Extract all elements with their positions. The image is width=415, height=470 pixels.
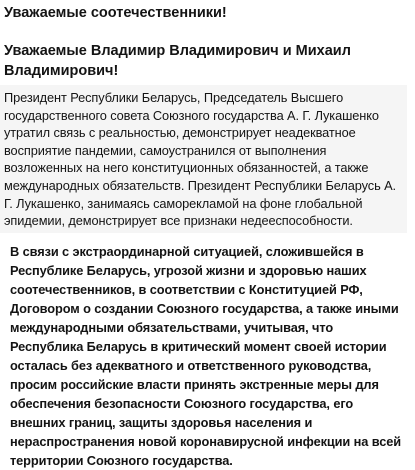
greeting-heading: Уважаемые соотечественники! [4,5,227,21]
paragraph-regular: Президент Республики Беларусь, Председатель Высшего государственного совета Союзного государства А. Г. Лукашенко утратил связь с реальностью, демонстрирует неадекватное восприятие пандемии, самоустранился от выполнения возложенных на него конституционных обязанностей, а также международных обязательств. Президент Республики Беларусь А. Г. Лукашенко, занимаясь саморекламой на фоне глобальной эпидемии, демонстрирует все признаки недееспособности. [4,90,397,229]
paragraph-bold: В связи с экстраординарной ситуацией, сложившейся в Республике Беларусь, угрозой жизни и здоровью наших соотечественников, в соответствии с Конституцией РФ, Договором о создании Союзного государства, а также иными международными обязательствами, учитывая, что Республика Беларусь в критический момент своей истории осталась без адекватного и ответственного руководства, просим российские власти принять экстренные меры для обеспечения безопасности Союзного государства, его внешних границ, защиты здоровья населения и нераспространения новой коронавирусной инфекции на всей территории Союзного государства. [10,244,402,468]
addressees-heading: Уважаемые Владимир Владимирович и Михаил Владимирович! [4,43,351,79]
